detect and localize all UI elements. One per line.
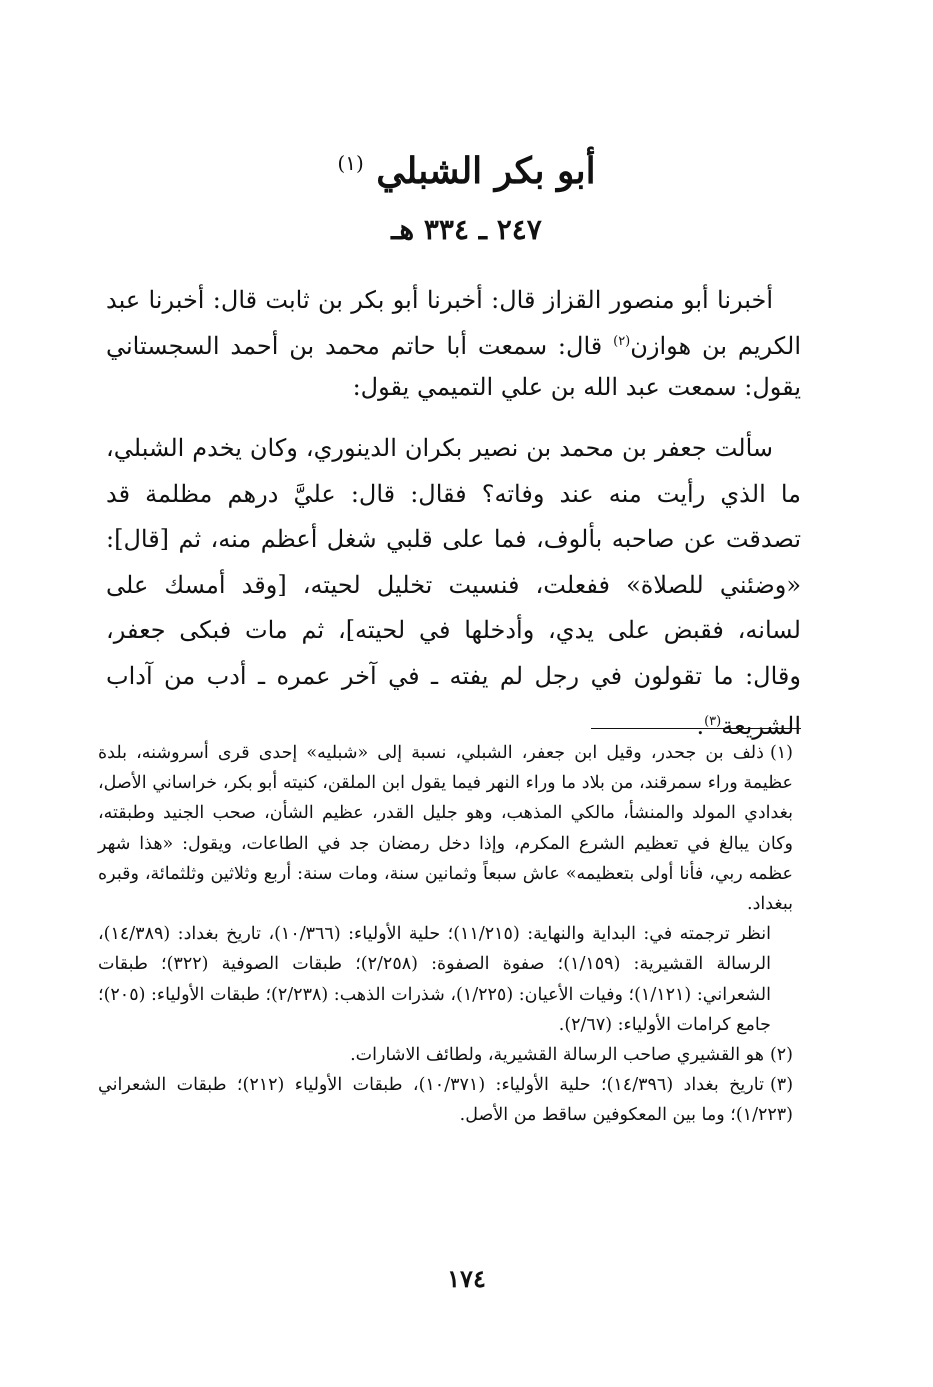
- footnote-2: [98, 1040, 793, 1070]
- footnote-2-number: (٢): [769, 1045, 793, 1066]
- footnotes: [98, 738, 793, 1131]
- chapter-title-text: أبو بكر الشبلي: [376, 150, 596, 192]
- footnote-separator: [591, 728, 801, 729]
- isnad-text-part2: قال: سمعت أبا حاتم محمد بن أحمد السجستاني يقول: سمعت عبد الله بن علي التميمي يقول:: [106, 332, 801, 401]
- chapter-title-footnote-ref: (١): [337, 151, 364, 175]
- narrative-text: سألت جعفر بن محمد بن نصير بكران الدينوري، وكان يخدم الشبلي، ما الذي رأيت منه عند وفاته؟ فقال: قال: عليَّ درهم مظلمة قد تصدقت عن صاحبه بألوف، فما على قلبي شغل أعظم منه، ثم [قال]: «وضئني للصلاة» ففعلت، فنسيت تخليل لحيته، [وقد أمسك على لسانه، فقبض على يدي، وأدخلها في لحيته]، ثم مات فبكى جعفر، وقال: ما تقولون في رجل لم يفته ـ في آخر عمره ـ أدب من آداب الشريعة: [106, 434, 801, 740]
- footnote-1-sources: انظر ترجمته في: البداية والنهاية: (١١/٢١٥)؛ حلية الأولياء: (١٠/٣٦٦)، تاريخ بغداد: (١٤/٣٨٩)، الرسالة القشيرية: (١/١٥٩)؛ صفوة الصفوة: (٢/٢٥٨)؛ طبقات الصوفية (٣٢٢)؛ طبقات الشعراني: (١/١٢١)؛ وفيات الأعيان: (١/٢٢٥)، شذرات الذهب: (٢/٢٣٨)؛ طبقات الأولياء: (٢٠٥)؛ جامع كرامات الأولياء: (٢/٦٧).: [98, 924, 772, 1035]
- footnote-2-text: هو القشيري صاحب الرسالة القشيرية، ولطائف الاشارات.: [350, 1045, 764, 1066]
- chapter-title: [0, 138, 933, 196]
- isnad-paragraph: [106, 280, 801, 408]
- footnote-1-number: (١): [769, 743, 793, 763]
- narrative-paragraph: [106, 426, 801, 750]
- narrative-end-punctuation: .: [696, 712, 705, 740]
- footnote-1: [98, 738, 793, 919]
- isnad-footnote-ref: (٢): [613, 334, 631, 349]
- page-number: ١٧٤: [447, 1264, 486, 1293]
- footnote-3-number: (٣): [769, 1075, 794, 1096]
- footnote-3: [98, 1070, 793, 1130]
- footnote-3-text: تاريخ بغداد (١٤/٣٩٦)؛ حلية الأولياء: (١٠/٣٧١)، طبقات الأولياء (٢١٢)؛ طبقات الشعراني (١/٢٢٣)؛ وما بين المعكوفين ساقط من الأصل.: [98, 1075, 793, 1126]
- chapter-dates: ٢٤٧ ـ ٣٣٤ هـ: [391, 213, 542, 246]
- footnote-1-text: ذلف بن جحدر، وقيل ابن جعفر، الشبلي، نسبة إلى «شبليه» إحدى قرى أسروشنه، بلدة عظيمة وراء سمرقند، من بلاد ما وراء النهر فيما يقول ابن الملقن، كنيته أبو بكر، خراساني الأصل، بغدادي المولد والمنشأ، مالكي المذهب، وهو جليل القدر، عظيم الشأن، صحب الجنيد وطبقته، وكان يبالغ في تعظيم الشرع المكرم، وإذا دخل رمضان جد في الطاعات، ويقول: «هذا شهر عظمه ربي، فأنا أولى بتعظيمه» عاش سبعاً وثمانين سنة، ومات سنة: أربع وثلاثين وثلثمائة، وقبره ببغداد.: [98, 743, 793, 915]
- narrative-footnote-ref: (٣): [704, 714, 722, 729]
- isnad-text-part1: أخبرنا أبو منصور القزاز قال: أخبرنا أبو بكر بن ثابت قال: أخبرنا عبد الكريم بن هوازن: [106, 286, 801, 360]
